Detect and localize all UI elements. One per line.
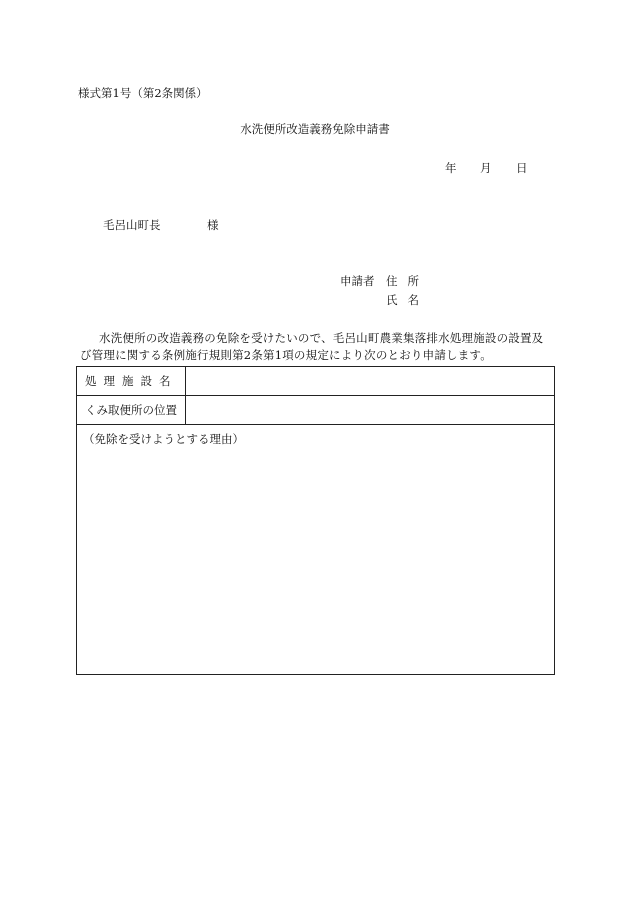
toilet-location-field[interactable] <box>187 396 554 424</box>
facility-name-label: 処理施設名 <box>77 367 186 395</box>
form-number: 様式第1号（第2条関係） <box>78 86 208 100</box>
applicant-label: 申請者 <box>340 274 375 288</box>
request-text-line-1: 水洗便所の改造義務の免除を受けたいので、毛呂山町農業集落排水処理施設の設置及 <box>99 331 544 345</box>
exemption-reason-label: （免除を受けようとする理由） <box>83 432 244 446</box>
exemption-reason-field[interactable] <box>77 425 554 674</box>
recipient-honorific: 様 <box>207 218 219 232</box>
date-month-label: 月 <box>480 161 492 175</box>
request-text-line-2: び管理に関する条例施行規則第2条第1項の規定により次のとおり申請します。 <box>80 348 492 362</box>
date-day-label: 日 <box>516 161 528 175</box>
document-title: 水洗便所改造義務免除申請書 <box>240 122 390 136</box>
facility-name-field[interactable] <box>187 367 554 395</box>
recipient-name: 毛呂山町長 <box>103 218 161 232</box>
applicant-address-label: 住所 <box>386 274 429 288</box>
toilet-location-row <box>77 396 554 425</box>
applicant-name-label: 氏名 <box>386 293 429 307</box>
application-form-table <box>76 366 555 675</box>
toilet-location-label: くみ取便所の位置 <box>77 396 186 424</box>
facility-name-row <box>77 367 554 396</box>
date-year-label: 年 <box>445 161 457 175</box>
